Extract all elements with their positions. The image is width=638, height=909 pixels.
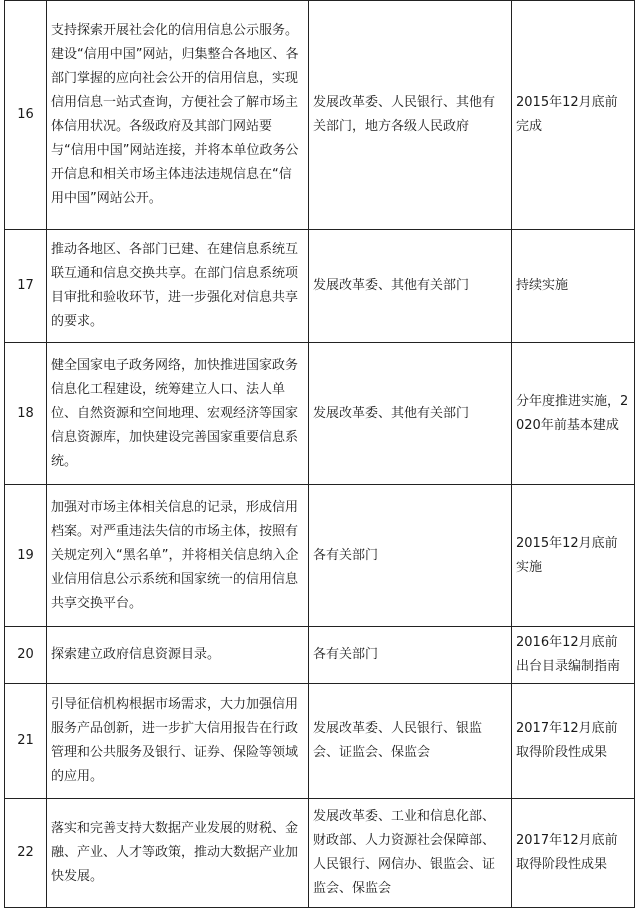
task-description: 健全国家电子政务网络，加快推进国家政务信息化工程建设，统筹建立人口、法人单位、自然资源和空间地理、宏观经济等国家信息资源库，加快建设完善国家重要信息系统。 xyxy=(47,343,309,485)
table-row xyxy=(5,684,635,799)
timeline: 2015年12月底前实施 xyxy=(512,485,635,627)
timeline: 分年度推进实施，2020年前基本建成 xyxy=(512,343,635,485)
task-description: 推动各地区、各部门已建、在建信息系统互联互通和信息交换共享。在部门信息系统项目审批和验收环节，进一步强化对信息共享的要求。 xyxy=(47,230,309,343)
timeline: 持续实施 xyxy=(512,230,635,343)
row-number: 19 xyxy=(5,485,47,627)
responsible-department: 发展改革委、其他有关部门 xyxy=(309,343,512,485)
responsible-department: 发展改革委、工业和信息化部、财政部、人力资源社会保障部、人民银行、网信办、银监会、证监会、保监会 xyxy=(309,799,512,908)
table-row xyxy=(5,485,635,627)
timeline: 2015年12月底前完成 xyxy=(512,1,635,230)
table-row xyxy=(5,627,635,684)
task-description: 加强对市场主体相关信息的记录，形成信用档案。对严重违法失信的市场主体，按照有关规定列入“黑名单”，并将相关信息纳入企业信用信息公示系统和国家统一的信用信息共享交换平台。 xyxy=(47,485,309,627)
row-number: 21 xyxy=(5,684,47,799)
row-number: 20 xyxy=(5,627,47,684)
responsible-department: 发展改革委、其他有关部门 xyxy=(309,230,512,343)
table-row xyxy=(5,1,635,230)
responsible-department: 发展改革委、人民银行、其他有关部门，地方各级人民政府 xyxy=(309,1,512,230)
timeline: 2017年12月底前取得阶段性成果 xyxy=(512,684,635,799)
responsible-department: 各有关部门 xyxy=(309,627,512,684)
row-number: 17 xyxy=(5,230,47,343)
row-number: 22 xyxy=(5,799,47,908)
task-description: 引导征信机构根据市场需求，大力加强信用服务产品创新，进一步扩大信用报告在行政管理和公共服务及银行、证券、保险等领域的应用。 xyxy=(47,684,309,799)
task-description: 落实和完善支持大数据产业发展的财税、金融、产业、人才等政策，推动大数据产业加快发展。 xyxy=(47,799,309,908)
table-row xyxy=(5,343,635,485)
timeline: 2016年12月底前出台目录编制指南 xyxy=(512,627,635,684)
responsible-department: 发展改革委、人民银行、银监会、证监会、保监会 xyxy=(309,684,512,799)
task-description: 探索建立政府信息资源目录。 xyxy=(47,627,309,684)
responsible-department: 各有关部门 xyxy=(309,485,512,627)
table-row xyxy=(5,230,635,343)
row-number: 18 xyxy=(5,343,47,485)
task-description: 支持探索开展社会化的信用信息公示服务。建设“信用中国”网站，归集整合各地区、各部门掌握的应向社会公开的信用信息，实现信用信息一站式查询，方便社会了解市场主体信用状况。各级政府及其部门网站要与“信用中国”网站连接，并将本单位政务公开信息和相关市场主体违法违规信息在“信用中国”网站公开。 xyxy=(47,1,309,230)
row-number: 16 xyxy=(5,1,47,230)
task-table xyxy=(4,0,635,908)
table-row xyxy=(5,799,635,908)
timeline: 2017年12月底前取得阶段性成果 xyxy=(512,799,635,908)
